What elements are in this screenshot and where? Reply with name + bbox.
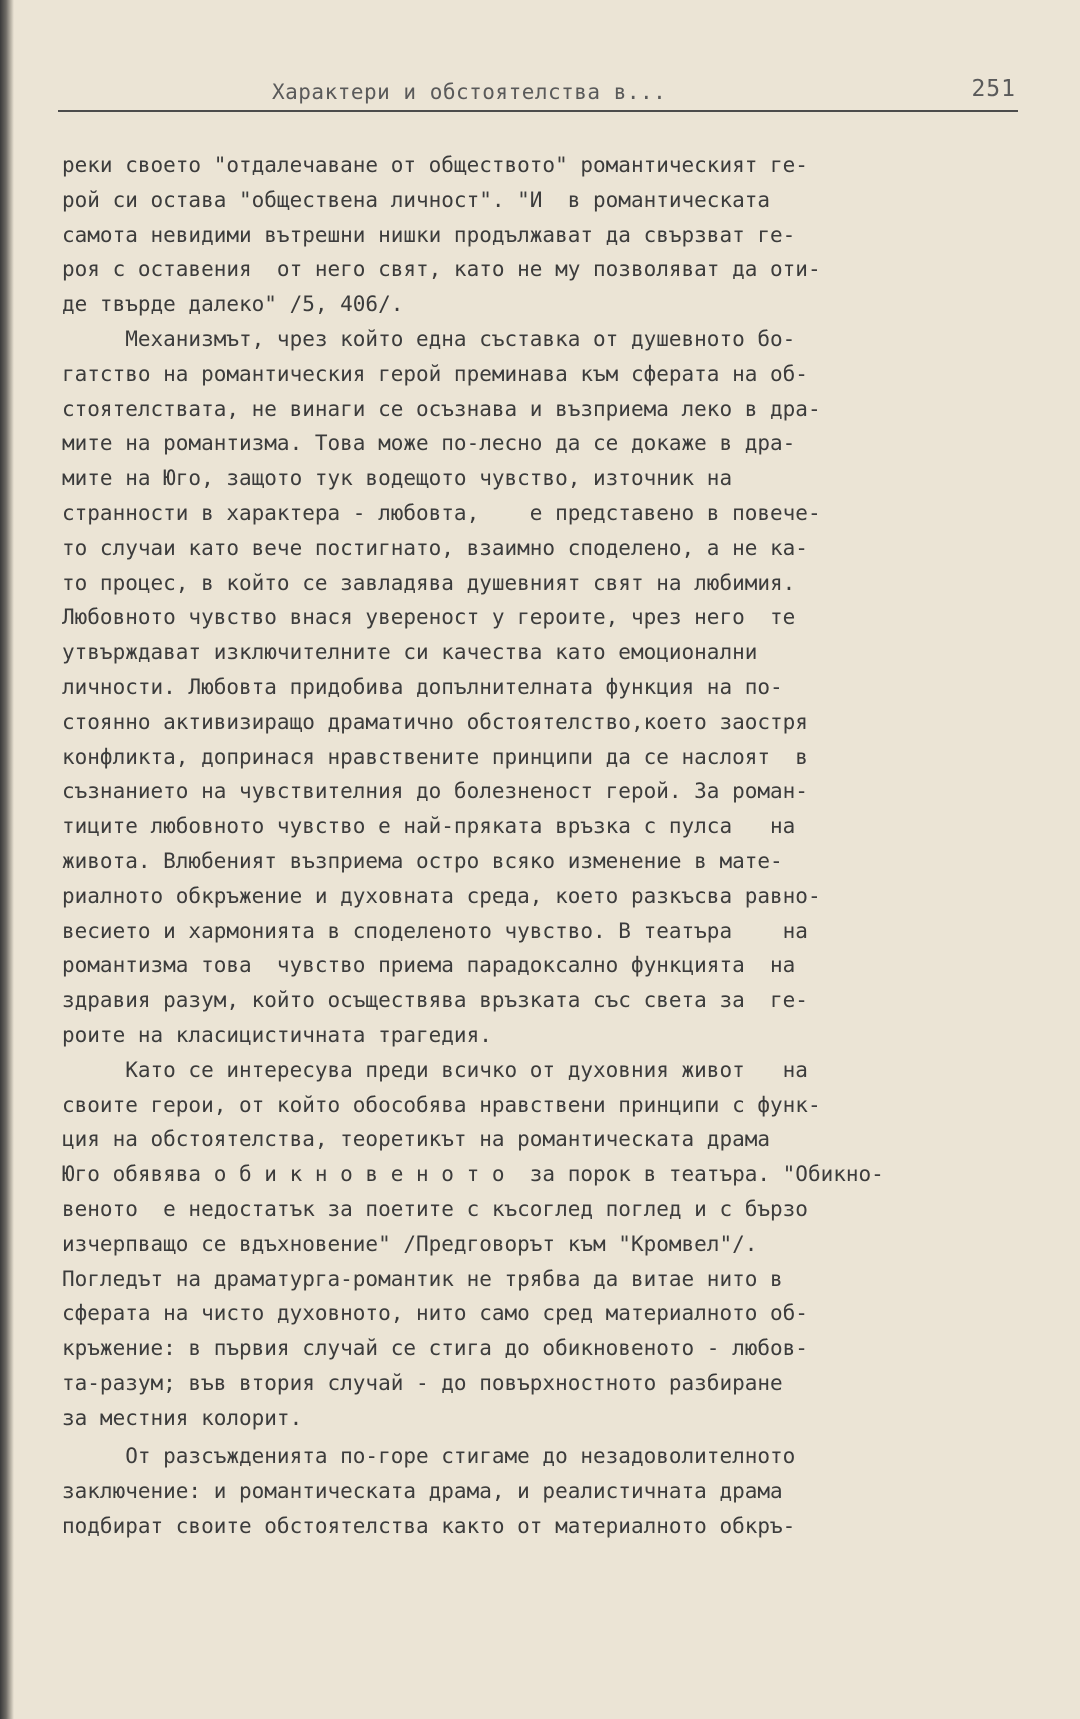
- text-line: ция на обстоятелства, теоретикът на романтическата драма: [62, 1127, 771, 1152]
- text-line: тиците любовното чувство е най-пряката връзка с пулса на: [62, 814, 796, 839]
- text-line: Като се интересува преди всичко от духовния живот на: [62, 1057, 808, 1082]
- text-line: стоянно активизиращо драматично обстоятелство,което заостря: [62, 709, 808, 734]
- text-line: мите на Юго, защото тук водещото чувство, източник на: [62, 466, 733, 491]
- text-line: Любовното чувство внася увереност у героите, чрез него те: [62, 605, 796, 630]
- text-line: то процес, в който се завладява душевният свят на любимия.: [62, 570, 796, 595]
- text-line: де твърде далеко" /5, 406/.: [62, 292, 404, 317]
- text-line: риалното обкръжение и духовната среда, което разкъсва равно-: [62, 883, 821, 908]
- text-line: личности. Любовта придобива допълнителната функция на по-: [62, 674, 783, 699]
- text-line: кръжение: в първия случай се стига до обикновеното - любов-: [62, 1336, 808, 1361]
- text-line: роите на класицистичната трагедия.: [62, 1022, 492, 1047]
- text-line: утвърждават изключителните си качества като емоционални: [62, 640, 758, 665]
- text-line: Юго обявява о б и к н о в е н о т о за порок в театъра. "Обикно-: [62, 1162, 884, 1187]
- text-line: Механизмът, чрез който една съставка от душевното бо-: [62, 326, 796, 351]
- text-line: заключение: и романтическата драма, и реалистичната драма: [62, 1479, 783, 1504]
- text-line: то случаи като вече постигнато, взаимно споделено, а не ка-: [62, 535, 808, 560]
- text-line: реки своето "отдалечаване от обществото" романтическият ге-: [62, 153, 808, 177]
- text-line: та-разум; във втория случай - до повърхностното разбиране: [62, 1370, 783, 1395]
- running-title: Характери и обстоятелства в...: [272, 80, 667, 104]
- text-line: мите на романтизма. Това може по-лесно да се докаже в дра-: [62, 431, 796, 456]
- text-line: съзнанието на чувствителния до болезненост герой. За роман-: [62, 779, 808, 804]
- binding-shadow: [0, 0, 14, 1719]
- text-line: конфликта, допринася нравствените принципи да се наслоят в: [62, 744, 808, 769]
- text-line: подбират своите обстоятелства както от материалното обкръ-: [62, 1514, 796, 1539]
- text-line: весието и хармонията в споделеното чувство. В театъра на: [62, 918, 808, 943]
- text-line: гатство на романтическия герой преминава към сферата на об-: [62, 361, 808, 386]
- text-line: рой си остава "обществена личност". "И в романтическата: [62, 187, 771, 212]
- text-line: От разсъжденията по-горе стигаме до незадоволителното: [62, 1444, 796, 1469]
- text-line: стоятелствата, не винаги се осъзнава и възприема леко в дра-: [62, 396, 821, 421]
- body-text: [62, 148, 1024, 1544]
- text-line: за местния колорит.: [62, 1405, 303, 1430]
- text-line: романтизма това чувство приема парадоксално функцията на: [62, 953, 796, 978]
- text-line: роя с оставения от него свят, като не му позволяват да оти-: [62, 257, 821, 282]
- text-line: здравия разум, който осъществява връзката със света за ге-: [62, 988, 808, 1013]
- text-line: своите герои, от който обособява нравствени принципи с функ-: [62, 1092, 821, 1117]
- text-line: самота невидими вътрешни нишки продължават да свързват ге-: [62, 222, 796, 247]
- text-line: веното е недостатък за поетите с късоглед поглед и с бързо: [62, 1196, 808, 1221]
- text-line: странности в характера - любовта, е представено в повече-: [62, 500, 821, 525]
- text-line: живота. Влюбеният възприема остро всяко изменение в мате-: [62, 848, 783, 873]
- page-number: 251: [971, 76, 1016, 102]
- running-header: [58, 76, 1018, 112]
- text-line: сферата на чисто духовното, нито само сред материалното об-: [62, 1301, 808, 1326]
- text-line: Погледът на драматурга-романтик не трябва да витае нито в: [62, 1266, 783, 1291]
- text-line: изчерпващо се вдъхновение" /Предговорът към "Кромвел"/.: [62, 1231, 758, 1256]
